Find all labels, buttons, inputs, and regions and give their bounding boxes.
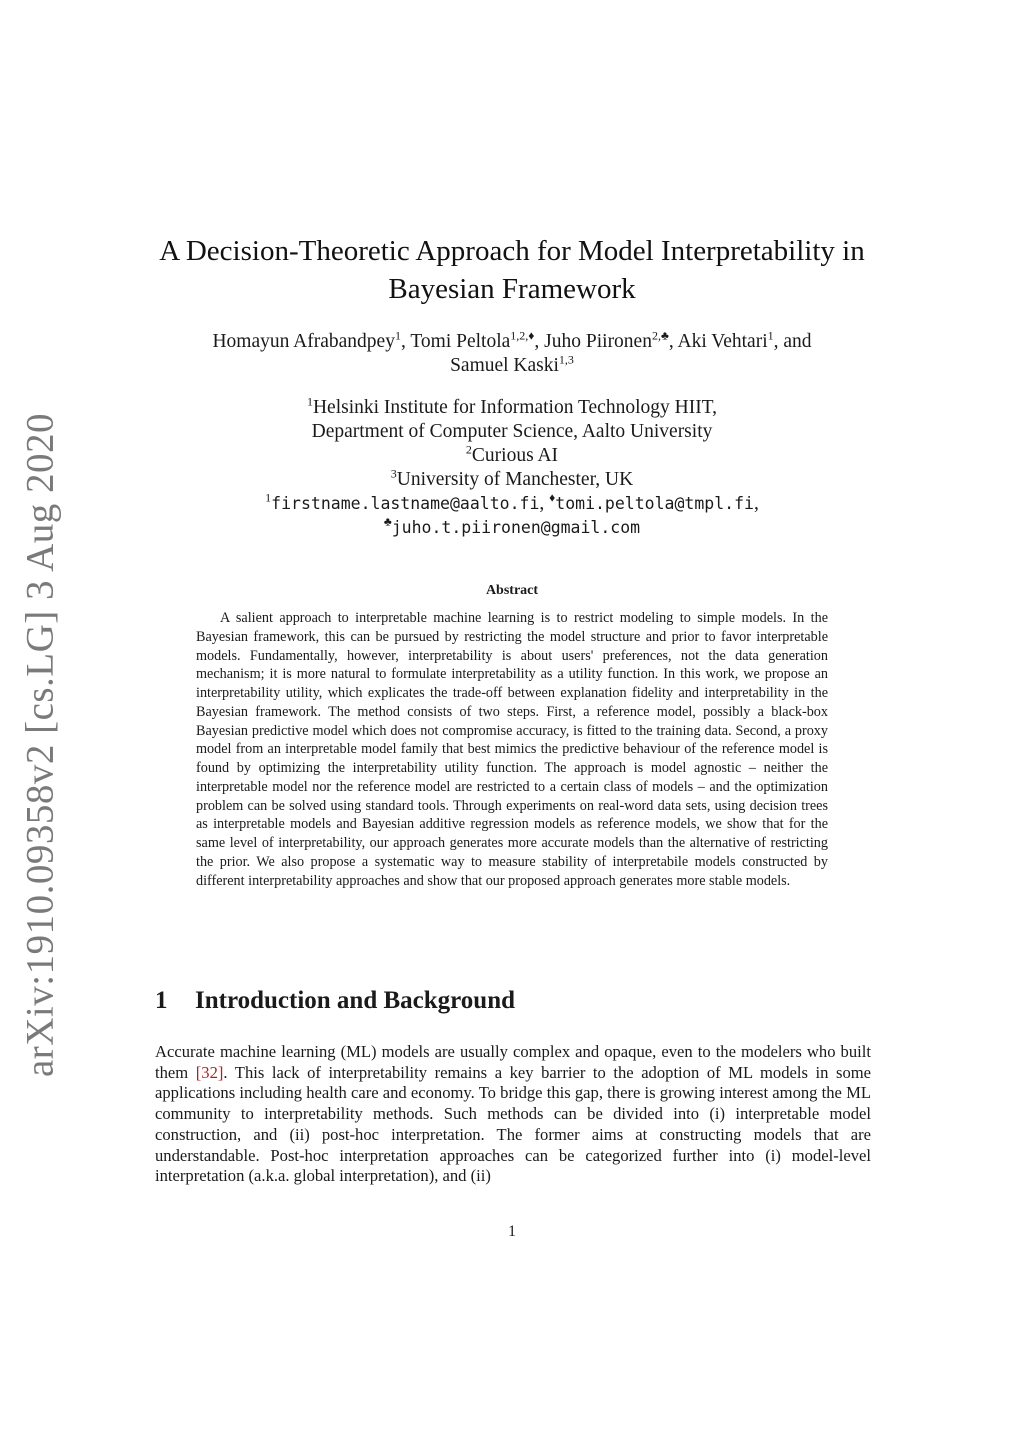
author-line-2 [100,354,924,378]
affil-mark: 3 [390,466,397,481]
author-name: Homayun Afrabandpey [212,331,395,352]
email-link[interactable]: firstname.lastname@aalto.fi [271,494,540,513]
author-list [100,330,924,378]
section-number: 1 [155,987,168,1014]
author-name: Samuel Kaski [450,355,559,376]
club-icon: ♣ [383,514,392,529]
paper-title [100,232,924,308]
affiliation-2 [100,444,924,468]
section-heading [155,987,515,1015]
email-link[interactable]: tomi.peltola@tmpl.fi [555,494,754,513]
affiliation-text: University of Manchester, UK [396,469,634,490]
affiliations [100,396,924,540]
arxiv-identifier: arXiv:1910.09358v2 [cs.LG] 3 Aug 2020 [18,412,62,1078]
author-name: Juho Piironen [544,331,652,352]
intro-text: . This lack of interpretability remains a key barrier to the adoption of ML models in some applications including health care and economy. To bridge this gap, there is growing interest among the ML community to interpretability methods. Such methods can be divided into (i) interpretable model construction, and (ii) post-hoc interpretation. The former aims at constructing models that are understandable. Post-hoc interpretation approaches can be categorized further into (i) model-level interpretation (a.k.a. global interpretation), and (ii) [155,1062,872,1186]
author-affil-mark: 1,2,♦ [510,328,535,343]
affiliation-text: Helsinki Institute for Information Technology HIIT, [312,397,718,418]
author-affil-mark: 1 [394,328,401,343]
affiliation-3 [100,468,924,492]
title-line-1: A Decision-Theoretic Approach for Model Interpretability in [159,235,865,267]
section-title: Introduction and Background [195,987,516,1014]
affiliation-text: Curious AI [471,445,559,466]
intro-text: Accurate machine learning (ML) models are usually complex and opaque, even to the modelers who built them [155,1042,871,1082]
author-name: Tomi Peltola [410,331,511,352]
author-affil-mark: 1,3 [558,352,574,367]
author-line-1: Homayun Afrabandpey$^1$, Tomi Peltola$^{1,2,♦}$, Juho Piironen$^{2,♣}$, Aki Vehtari$^1$, and [212,328,812,352]
citation-link[interactable]: [32] [195,1062,224,1082]
affil-mark: 1 [265,490,272,505]
email-line-1: $^1$firstname.lastname@aalto.fi, ♦tomi.peltola@tmpl.fi, [265,490,759,514]
affil-mark: 2 [465,442,472,457]
abstract-body: A salient approach to interpretable machine learning is to restrict modeling to simple models. In the Bayesian framework, this can be pursued by restricting the model structure and prior to favor interpretable models. Fundamentally, however, interpretability is about users' preferences, not the data generation mechanism; it is more natural to formulate interpretability as a utility function. In this work, we propose an interpretability utility, which explicates the trade-off between explanation fidelity and interpretability in the Bayesian framework. The method consists of two steps. First, a reference model, possibly a black-box Bayesian predictive model which does not compromise accuracy, is fitted to the training data. Second, a proxy model from an interpretable model family that best mimics the predictive behaviour of the reference model is found by optimizing the interpretability utility function. The approach is model agnostic – neither the interpretable model nor the reference model are restricted to a certain class of models – and the optimization problem can be solved using standard tools. Through experiments on real-word data sets, using decision trees as interpretable models and Bayesian additive regression models as reference models, we show that for the same level of interpretability, our approach generates more accurate models than the alternative of restricting the prior. We also propose a systematic way to measure stability of interpretabile models constructed by different interpretability approaches and show that our proposed approach generates more stable models. [196,610,828,889]
intro-paragraph [155,1042,871,1187]
author-affil-mark: 2,♣ [651,328,669,343]
affil-mark: 1 [306,394,313,409]
author-affil-mark: 1 [767,328,774,343]
affiliation-1-dept: Department of Computer Science, Aalto University [311,421,713,442]
page-number: 1 [508,1223,516,1240]
abstract-heading: Abstract [485,583,539,598]
email-link[interactable]: juho.t.piironen@gmail.com [391,518,641,537]
affiliation-1 [100,396,924,420]
diamond-icon: ♦ [549,490,556,505]
email-line-2 [100,516,924,540]
author-name: Aki Vehtari [677,331,768,352]
title-line-2: Bayesian Framework [388,273,636,305]
author-conjunction: and [783,331,812,352]
